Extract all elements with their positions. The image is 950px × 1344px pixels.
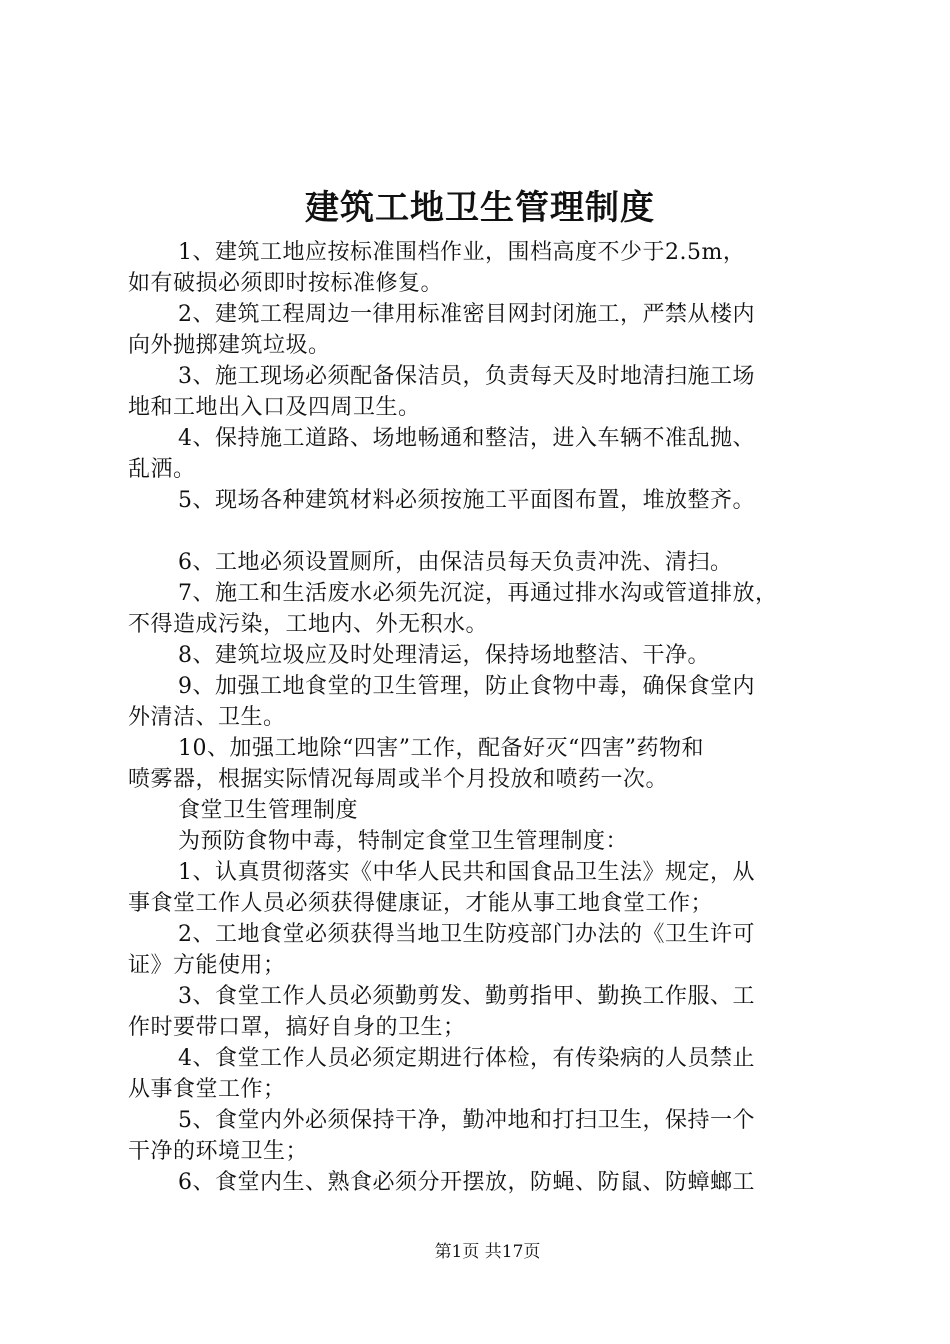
text-line: 9、加强工地食堂的卫生管理，防止食物中毒，确保食堂内 — [178, 674, 755, 699]
text-line: 外清洁、卫生。 — [128, 705, 286, 730]
rule-paragraph-9 — [128, 671, 833, 733]
text-line: 事食堂工作人员必须获得健康证，才能从事工地食堂工作； — [128, 891, 714, 916]
canteen-rule-3 — [128, 981, 833, 1043]
rule-paragraph-8 — [128, 640, 833, 671]
rule-paragraph-6 — [128, 547, 833, 578]
text-line: 不得造成污染，工地内、外无积水。 — [128, 612, 489, 637]
canteen-rule-1 — [128, 857, 833, 919]
text-line: 为预防食物中毒，特制定食堂卫生管理制度： — [178, 829, 629, 854]
section-heading — [128, 795, 833, 826]
text-line: 乱洒。 — [128, 457, 196, 482]
text-line: 2、建筑工程周边一律用标准密目网封闭施工，严禁从楼内 — [178, 302, 755, 327]
text-line: 1、建筑工地应按标准围档作业，围档高度不少于2.5m， — [178, 240, 746, 265]
text-line: 2、工地食堂必须获得当地卫生防疫部门办法的《卫生许可 — [178, 922, 755, 947]
text-line: 作时要带口罩，搞好自身的卫生； — [128, 1015, 466, 1040]
canteen-rule-2 — [128, 919, 833, 981]
rule-paragraph-5 — [128, 485, 833, 516]
text-line: 6、食堂内生、熟食必须分开摆放，防蝇、防鼠、防蟑螂工 — [178, 1170, 755, 1195]
rule-paragraph-3 — [128, 361, 833, 423]
canteen-rule-4 — [128, 1043, 833, 1105]
section-intro — [128, 826, 833, 857]
rule-paragraph-10 — [128, 733, 833, 795]
text-line: 4、食堂工作人员必须定期进行体检，有传染病的人员禁止 — [178, 1046, 755, 1071]
text-line: 5、现场各种建筑材料必须按施工平面图布置，堆放整齐。 — [178, 488, 755, 513]
text-line: 10、加强工地除“四害”工作，配备好灭“四害”药物和 — [178, 736, 704, 761]
text-line: 证》方能使用； — [128, 953, 286, 978]
text-line: 3、食堂工作人员必须勤剪发、勤剪指甲、勤换工作服、工 — [178, 984, 755, 1009]
blank-line — [128, 516, 833, 547]
document-title: 建筑工地卫生管理制度 — [305, 188, 655, 228]
text-line: 5、食堂内外必须保持干净，勤冲地和打扫卫生，保持一个 — [178, 1108, 755, 1133]
page-number: 第1页 共17页 — [434, 1242, 541, 1262]
canteen-rule-6 — [128, 1167, 833, 1198]
text-line: 8、建筑垃圾应及时处理清运，保持场地整洁、干净。 — [178, 643, 710, 668]
text-line: 3、施工现场必须配备保洁员，负责每天及时地清扫施工场 — [178, 364, 755, 389]
text-line: 从事食堂工作； — [128, 1077, 286, 1102]
text-line: 如有破损必须即时按标准修复。 — [128, 271, 444, 296]
text-line: 1、认真贯彻落实《中华人民共和国食品卫生法》规定，从 — [178, 860, 755, 885]
rule-paragraph-4 — [128, 423, 833, 485]
canteen-rule-5 — [128, 1105, 833, 1167]
text-line: 干净的环境卫生； — [128, 1139, 309, 1164]
text-line: 食堂卫生管理制度 — [178, 798, 359, 823]
text-line: 4、保持施工道路、场地畅通和整洁，进入车辆不准乱抛、 — [178, 426, 755, 451]
rule-paragraph-2 — [128, 299, 833, 361]
rule-paragraph-7 — [128, 578, 833, 640]
text-line: 6、工地必须设置厕所，由保洁员每天负责冲洗、清扫。 — [178, 550, 733, 575]
text-line: 向外抛掷建筑垃圾。 — [128, 333, 331, 358]
text-line: 喷雾器，根据实际情况每周或半个月投放和喷药一次。 — [128, 767, 669, 792]
rule-paragraph-1 — [128, 237, 833, 299]
text-line: 7、施工和生活废水必须先沉淀，再通过排水沟或管道排放， — [178, 581, 778, 606]
text-line: 地和工地出入口及四周卫生。 — [128, 395, 421, 420]
document-body — [128, 237, 833, 1198]
